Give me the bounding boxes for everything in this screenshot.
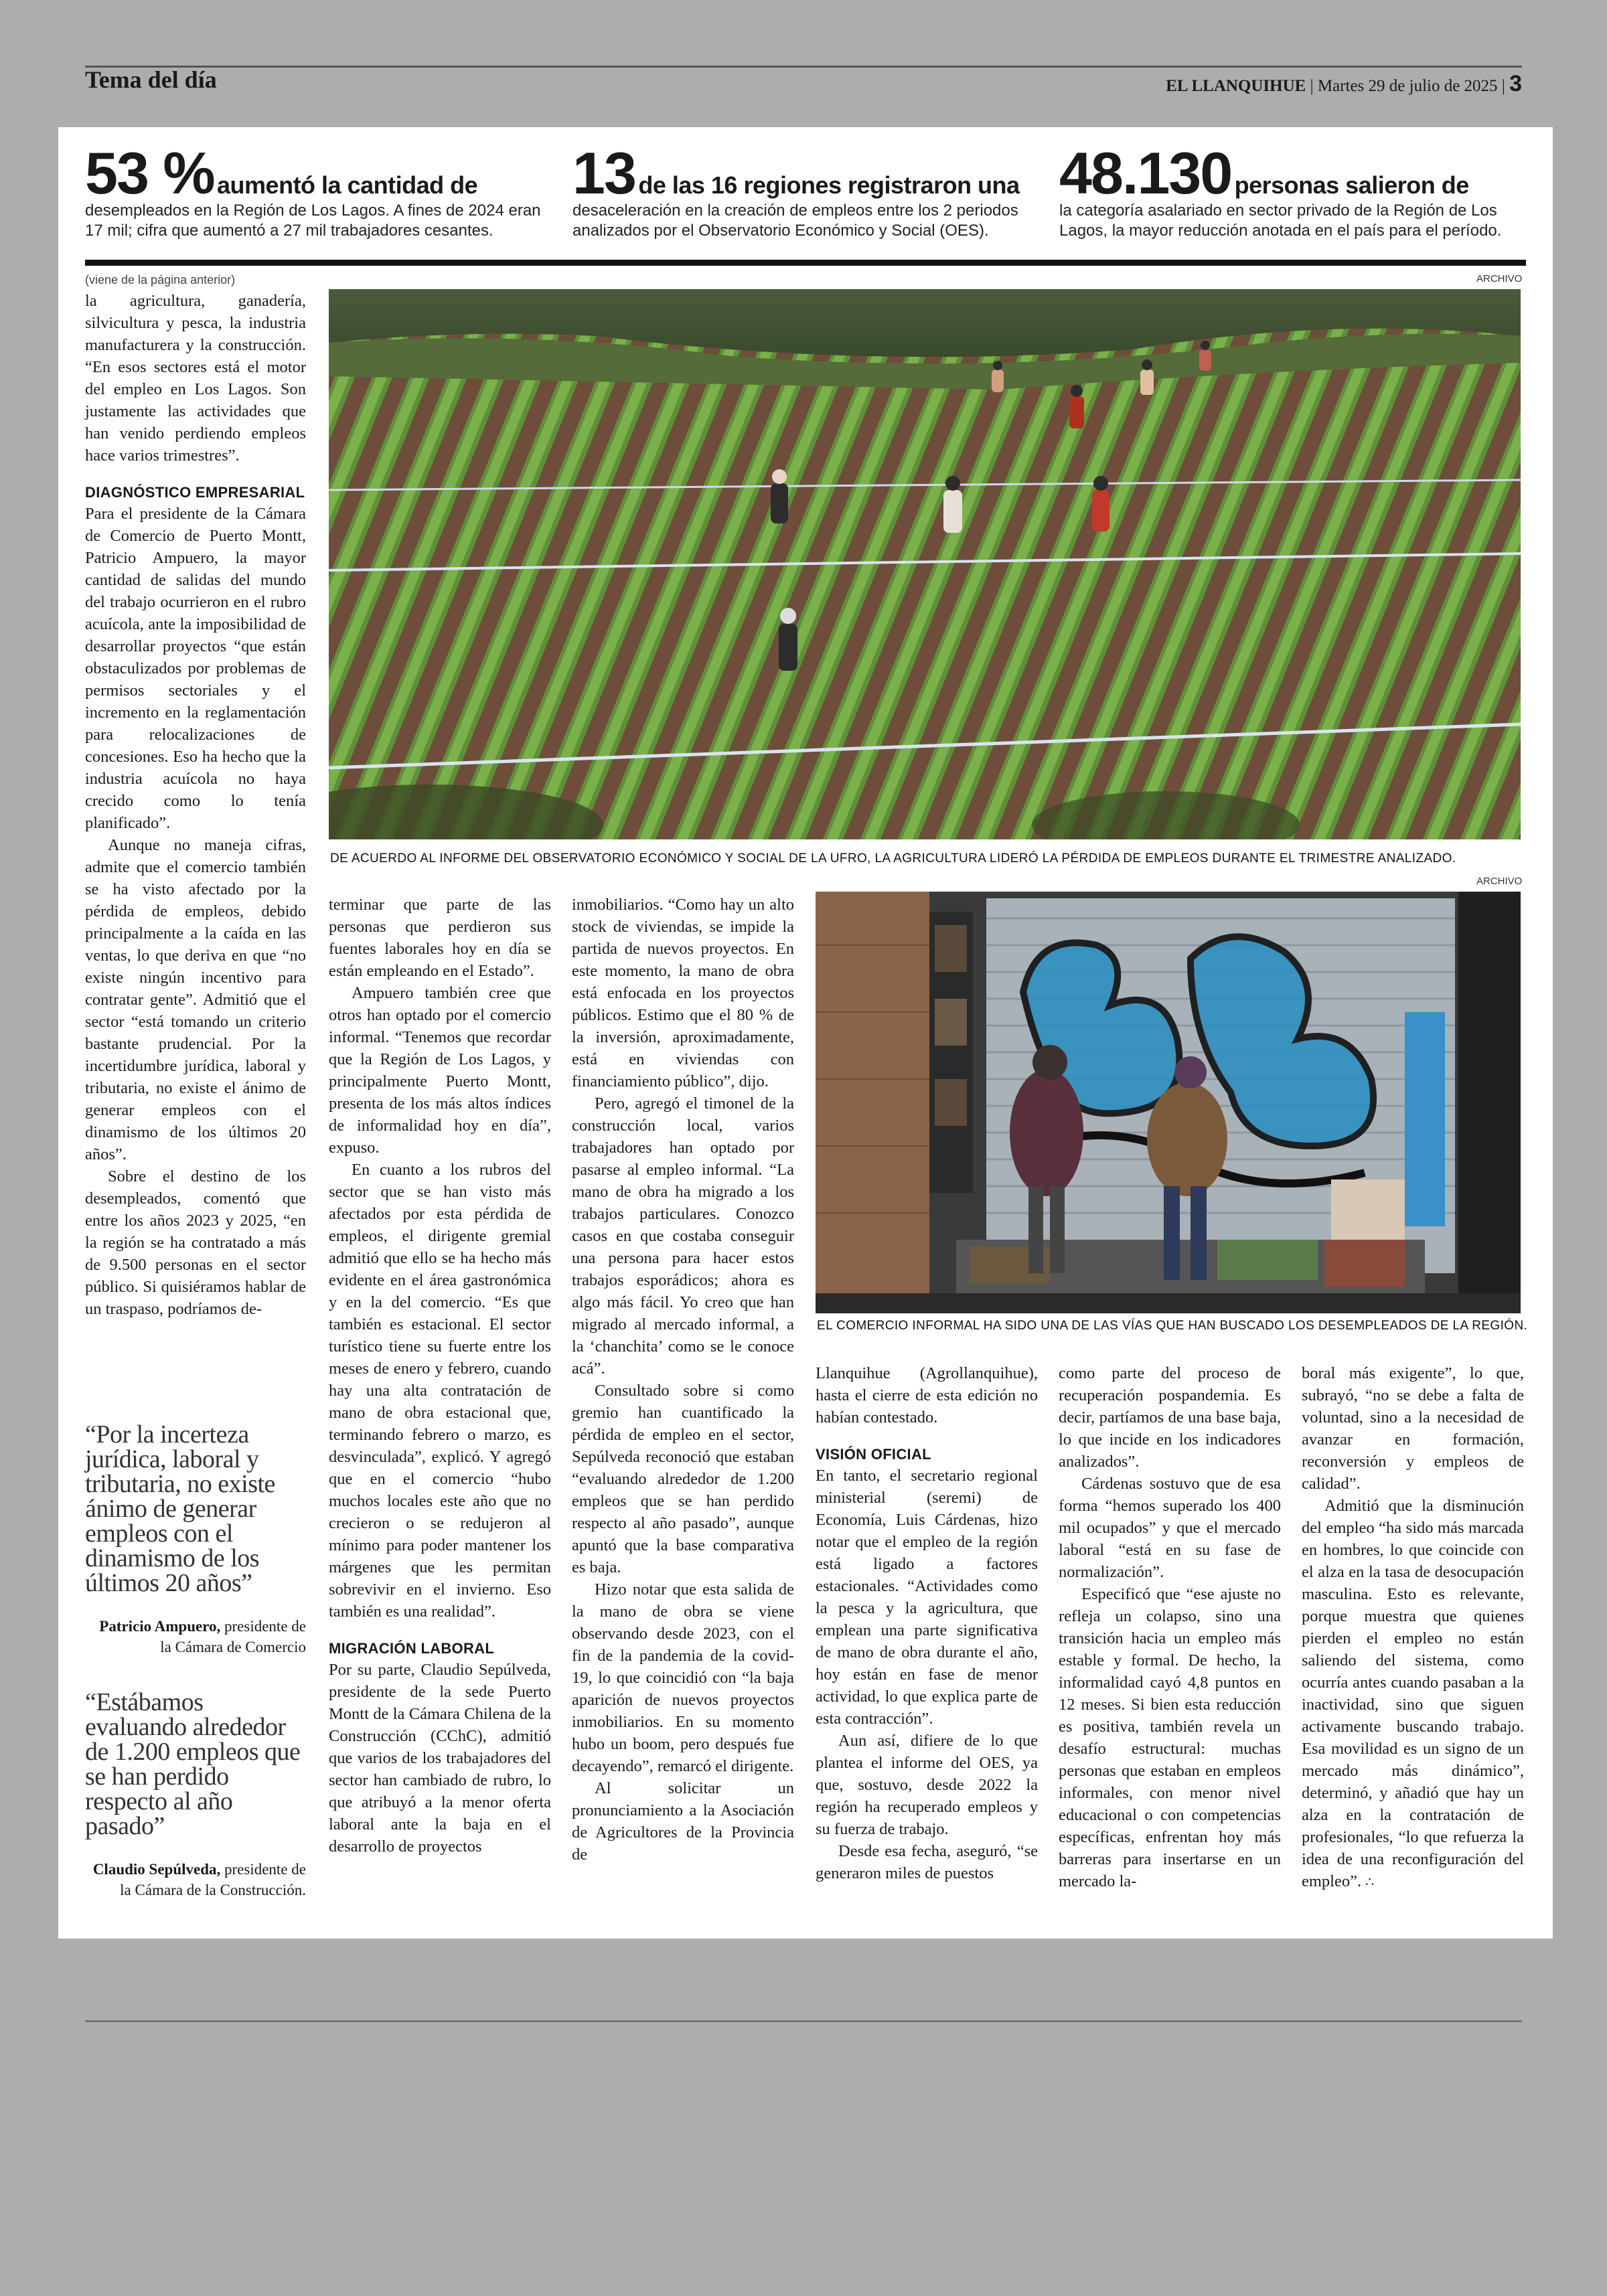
photo-credit: ARCHIVO: [1476, 273, 1523, 284]
farm-photo: [329, 289, 1521, 839]
quote-text: “Por la incerteza jurídica, laboral y tributaria, no existe ánimo de generar empleos con el dinamismo de los últimos 20 años”: [85, 1420, 275, 1597]
paragraph: Especificó que “ese ajuste no refleja un colapso, sino una transición hacia un empleo más estable y formal. De hecho, la informalidad cayó 4,8 puntos en 12 meses. Si bien esta reducción es positiva, también revela un desafío estructural: muchas personas que estaban en empleos informales, con menor nivel educacional o con competencias específicas, enfrentan hoy más barreras para insertarse en un mercado la-: [1059, 1585, 1281, 1890]
header-rule: [85, 66, 1522, 68]
page-number: 3: [1509, 71, 1522, 96]
article-column-5: [1059, 1362, 1281, 1892]
continued-note: (viene de la página anterior): [85, 273, 236, 286]
fact-lead: de las 16 regiones registraron una: [638, 171, 1020, 199]
paragraph: Sobre el destino de los desempleados, comentó que entre los años 2023 y 2025, “en la región se ha contratado a más de 9.500 personas en el sector público. Si quisiéramos hablar de un traspaso, podríamos de-: [85, 1167, 306, 1318]
street-vendors-image: [816, 892, 1521, 1313]
paragraph: como parte del proceso de recuperación pospandemia. Es decir, partíamos de una base baja, lo que incide en los indicadores analizados”.: [1059, 1364, 1281, 1471]
paragraph: [1302, 1495, 1524, 1893]
subheading: DIAGNÓSTICO EMPRESARIAL: [85, 484, 305, 501]
photo1-caption: DE ACUERDO AL INFORME DEL OBSERVATORIO ECONÓMICO Y SOCIAL DE LA UFRO, LA AGRICULTURA LIDERÓ LA PÉRDIDA DE EMPLEOS DURANTE EL TRIMESTRE ANALIZADO.: [330, 851, 1456, 866]
paragraph: Hizo notar que esta salida de la mano de obra se viene observando desde 2023, con el fin de la pandemia de la covid-19, lo que coincidió con “la baja aparición de nuevos proyectos inmobiliarios. En su momento hubo un boom, pero después fue decayendo”, remarcó el dirigente.: [572, 1580, 794, 1775]
paragraph: inmobiliarios. “Como hay un alto stock de viviendas, se impide la partida de nuevos proyectos. En este momento, la mano de obra está enfocada en los proyectos públicos. Estimo que el 80 % de la inversión, aproximadamente, está en viviendas con financiamiento público”, dijo.: [572, 896, 794, 1090]
quote-role: presidente de la Cámara de la Construcción.: [120, 1861, 306, 1898]
farm-field-image: [329, 289, 1521, 839]
fact-box-2: [572, 140, 1035, 241]
paragraph: terminar que parte de las personas que perdieron sus fuentes laborales hoy en día se están empleando en el Estado”.: [329, 896, 551, 980]
paragraph: Al solicitar un pronunciamiento a la Asociación de Agricultores de la Provincia de: [572, 1779, 794, 1864]
paragraph: Cárdenas sostuvo que de esa forma “hemos superado los 400 mil ocupados” y que el mercado laboral “está en su fase de normalización”.: [1059, 1475, 1281, 1581]
article-column-4: [816, 1362, 1038, 1884]
newspaper-name: EL LLANQUIHUE: [1166, 77, 1306, 95]
quote-author: Claudio Sepúlveda,: [92, 1861, 221, 1878]
paragraph: Por su parte, Claudio Sepúlveda, presidente de la sede Puerto Montt de la Cámara Chilena de la Construcción (CChC), admitió que varios de los trabajadores del sector han cambiado de rubro, lo que atribuyó a la menor oferta laboral ante la baja en el desarrollo de proyectos: [329, 1661, 551, 1856]
paragraph: Consultado sobre si como gremio han cuantificado la pérdida de empleo en el sector, Sepúlveda reconoció que estaban “evaluando alrededor de 1.200 empleos que se han perdido respecto al año pasado”, aunque apuntó que la base comparativa es baja.: [572, 1382, 794, 1576]
paragraph: Desde esa fecha, aseguró, “se generaron miles de puestos: [816, 1842, 1038, 1882]
paragraph: Pero, agregó el timonel de la construcción local, varios trabajadores han optado por pasarse al empleo informal. “La mano de obra ha migrado a los trabajos particulares. Conozco casos en que costaba conseguir una persona para hacer estos trabajos esporádicos; ahora es algo más fácil. Yo creo que han migrado al mercado informal, a la ‘chanchita’ como se le conoce acá”.: [572, 1094, 794, 1378]
article-page: [58, 127, 1553, 1939]
street-vendors-photo: [816, 892, 1521, 1313]
section-title: Tema del día: [85, 66, 217, 93]
quote-role: presidente de la Cámara de Comercio: [160, 1618, 306, 1655]
fact-figure: 48.130: [1059, 140, 1232, 206]
footer-rule: [85, 2020, 1522, 2022]
quote-author: Patricio Ampuero,: [99, 1618, 221, 1635]
pull-quote-2: [85, 1690, 306, 1900]
end-mark-icon: ∴: [1365, 1874, 1374, 1890]
article-column-3: [572, 894, 794, 1866]
paragraph-text: Admitió que la disminución del empleo “ha sido más marcada en hombres, lo que coincide con el alza en la tasa de desocupación masculina. Esto es relevante, porque muestra que quienes pierden el empleo no están saliendo del sistema, como ocurría antes cuando pasaban a la inactividad, sino que siguen activamente buscando trabajo. Esa movilidad es un signo de un mercado más dinámico”, determinó, y añadió que hay un alza en la contratación de profesionales, “lo que refuerza la idea de una reconfiguración del empleo”.: [1302, 1497, 1524, 1890]
paragraph: la agricultura, ganadería, silvicultura y pesca, la industria manufacturera y la construcción. “En esos sectores está el motor del empleo en Los Lagos. Son justamente las actividades que han venido perdiendo empleos hace varios trimestres”.: [85, 292, 306, 465]
subheading: VISIÓN OFICIAL: [816, 1446, 931, 1463]
pull-quote-1: [85, 1422, 306, 1657]
fact-text: desempleados en la Región de Los Lagos. A fines de 2024 eran 17 mil; cifra que aumentó a 27 mil trabajadores cesantes.: [85, 201, 541, 240]
fact-rule: [85, 260, 1526, 266]
fact-box-1: [85, 140, 547, 241]
quote-attribution: [85, 1859, 306, 1900]
photo2-caption: EL COMERCIO INFORMAL HA SIDO UNA DE LAS VÍAS QUE HAN BUSCADO LOS DESEMPLEADOS DE LA REGIÓN.: [817, 1319, 1528, 1333]
subheading: MIGRACIÓN LABORAL: [329, 1640, 495, 1657]
paragraph: Ampuero también cree que otros han optado por el comercio informal. “Tenemos que recordar que la Región de Los Lagos, y principalmente Puerto Montt, presenta de los más altos índices de informalidad hoy en día”, expuso.: [329, 984, 551, 1157]
paragraph: Aunque no maneja cifras, admite que el comercio también se ha visto afectado por la pérdida de empleos, debido principalmente a la caída en las ventas, lo que deriva en que “no existe ningún incentivo para contratar gente”. Admitió que el sector “está tomando un criterio bastante prudencial. Por la incertidumbre jurídica, laboral y tributaria, no existe el ánimo de generar empleos con el dinamismo de los últimos 20 años”.: [85, 836, 306, 1163]
paragraph: Llanquihue (Agrollanquihue), hasta el cierre de esta edición no habían contestado.: [816, 1364, 1038, 1426]
photo-credit: ARCHIVO: [1476, 876, 1523, 887]
fact-text: la categoría asalariado en sector privado de la Región de Los Lagos, la mayor reducción anotada en el país para el período.: [1059, 201, 1502, 240]
paragraph: boral más exigente”, lo que, subrayó, “no se debe a falta de voluntad, sino a la necesidad de avanzar en formación, reconversión y empleos de calidad”.: [1302, 1364, 1524, 1493]
fact-lead: personas salieron de: [1234, 171, 1469, 199]
issue-date: Martes 29 de julio de 2025: [1317, 77, 1498, 95]
paragraph: En tanto, el secretario regional ministerial (seremi) de Economía, Luis Cárdenas, hizo notar que el empleo de la región está ligado a factores estacionales. “Actividades como la pesca y la agricultura, que emplean una parte significativa de mano de obra durante el año, hoy están en fase de menor actividad, lo que explica parte de esta contracción”.: [816, 1467, 1038, 1728]
fact-box-3: [1059, 140, 1528, 241]
paragraph: En cuanto a los rubros del sector que se han visto más afectados por esta pérdida de empleos, el dirigente gremial admitió que ello se ha hecho más evidente en el área gastronómica y en la del comercio. “Es que también es estacional. El sector turístico tiene su fuerte entre los meses de enero y febrero, cuando hay una alta contratación de mano de obra estacional que, terminando febrero o marzo, es desvinculada”, explicó. Y agregó que en el comercio “hubo muchos locales este año que no crecieron o se redujeron al mínimo para poder mantener los márgenes que les permitan sobrevivir en el invierno. Eso también es una realidad”.: [329, 1161, 551, 1621]
fact-lead: aumentó la cantidad de: [217, 171, 478, 199]
paragraph: Para el presidente de la Cámara de Comercio de Puerto Montt, Patricio Ampuero, la mayor cantidad de salidas del mundo del trabajo ocurrieron en el rubro acuícola, ante la imposibilidad de desarrollar proyectos “que están obstaculizados por problemas de permisos sectoriales y el incremento en la reglamentación para relocalizaciones de concesiones. Eso ha hecho que la industria acuícola no haya crecido como lo tenía planificado”.: [85, 505, 306, 832]
article-column-1: [85, 290, 306, 1320]
fact-figure: 13: [572, 140, 635, 206]
fact-figure: 53 %: [85, 140, 214, 206]
quote-attribution: [85, 1616, 306, 1657]
running-head: EL LLANQUIHUE | Martes 29 de julio de 2025 | 3: [1166, 71, 1522, 96]
article-column-2: [329, 894, 551, 1858]
fact-text: desaceleración en la creación de empleos entre los 2 periodos analizados por el Observatorio Económico y Social (OES).: [572, 201, 1018, 240]
quote-text: “Estábamos evaluando alrededor de 1.200 empleos que se han perdido respecto al año pasado”: [85, 1688, 301, 1840]
paragraph: Aun así, difiere de lo que plantea el informe del OES, ya que, sostuvo, desde 2022 la región ha recuperado empleos y su fuerza de trabajo.: [816, 1732, 1038, 1838]
article-column-6: [1302, 1362, 1524, 1893]
